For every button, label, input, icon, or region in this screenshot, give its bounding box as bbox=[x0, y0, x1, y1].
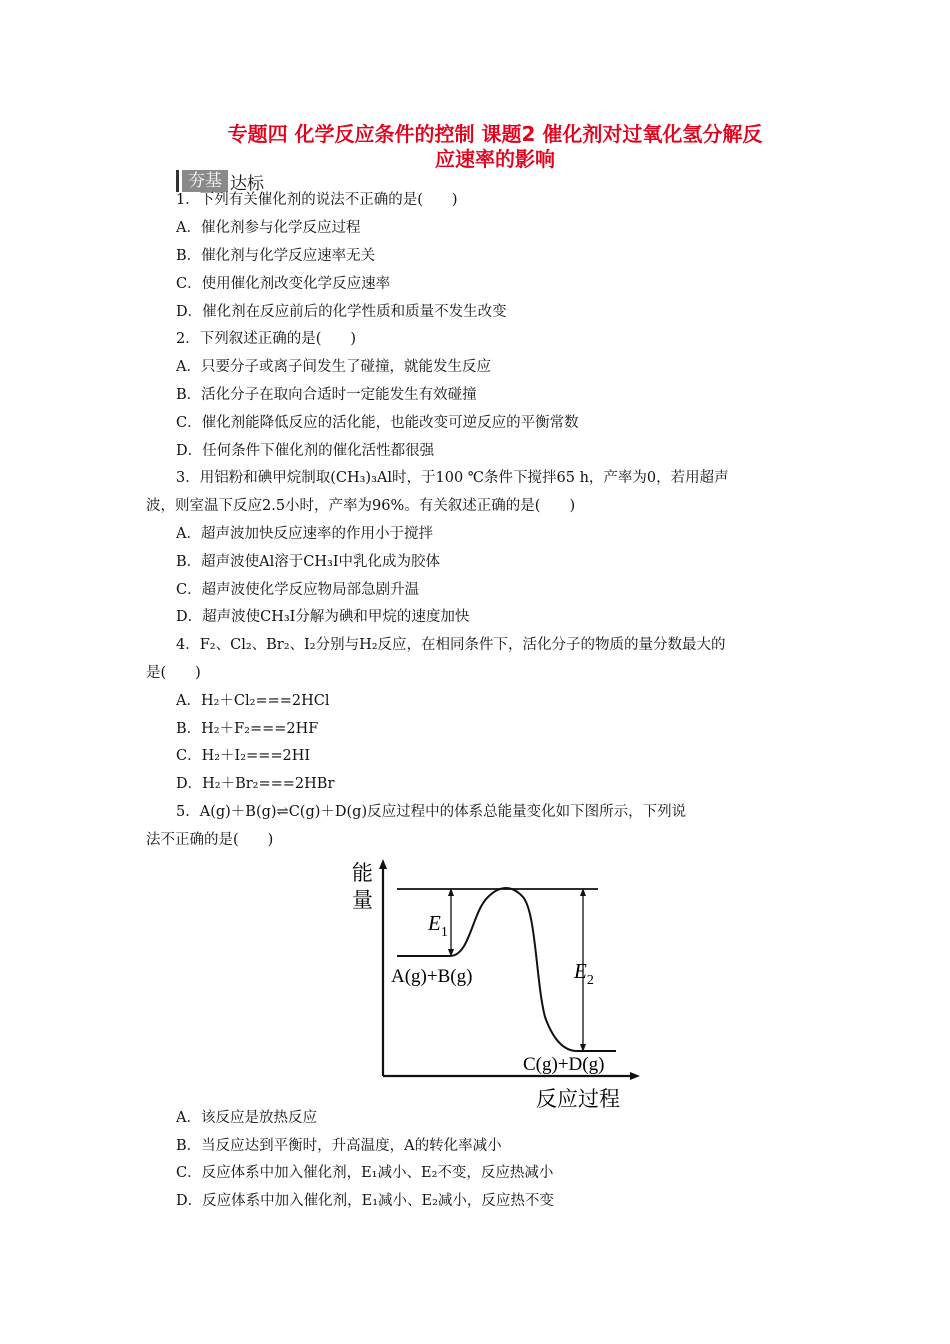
y-axis-label-2: 量 bbox=[352, 888, 373, 912]
question-1-stem: 1．下列有关催化剂的说法不正确的是( ) bbox=[176, 192, 458, 208]
question-2-option-c: C．催化剂能降低反应的活化能，也能改变可逆反应的平衡常数 bbox=[176, 415, 579, 431]
energy-diagram bbox=[340, 852, 640, 1116]
question-4-stem: 4．F₂、Cl₂、Br₂、I₂分别与H₂反应，在相同条件下，活化分子的物质的量分数最大的 bbox=[176, 637, 726, 653]
question-4-option-c: C．H₂＋I₂===2HI bbox=[176, 748, 311, 764]
question-3-stem: 3．用铝粉和碘甲烷制取(CH₃)₃Al时，于100 ℃条件下搅拌65 h，产率为0，若用超声 bbox=[176, 470, 729, 486]
reactants-label: A(g)+B(g) bbox=[391, 966, 473, 987]
question-5-option-d: D．反应体系中加入催化剂，E₁减小、E₂减小，反应热不变 bbox=[176, 1193, 554, 1209]
question-2-option-b: B．活化分子在取向合适时一定能发生有效碰撞 bbox=[176, 387, 477, 403]
title-line-2: 应速率的影响 bbox=[435, 147, 555, 171]
e2-label: $E_2$ bbox=[574, 959, 594, 988]
question-3-option-c: C．超声波使化学反应物局部急剧升温 bbox=[176, 582, 420, 598]
question-4-option-b: B．H₂＋F₂===2HF bbox=[176, 721, 319, 737]
e1-label: $E_1$ bbox=[428, 911, 448, 940]
section-bar bbox=[176, 170, 179, 192]
question-2-option-a: A．只要分子或离子间发生了碰撞，就能发生反应 bbox=[176, 359, 491, 375]
question-4-option-d: D．H₂＋Br₂===2HBr bbox=[176, 776, 335, 792]
section-header bbox=[176, 170, 264, 192]
question-5-stem: 5．A(g)＋B(g)⇌C(g)＋D(g)反应过程中的体系总能量变化如下图所示，下列说 bbox=[176, 804, 687, 820]
question-3-stem-cont: 波，则室温下反应2.5小时，产率为96%。有关叙述正确的是( ) bbox=[146, 498, 576, 514]
question-5-option-c: C．反应体系中加入催化剂，E₁减小、E₂不变，反应热减小 bbox=[176, 1165, 554, 1181]
question-1-option-d: D．催化剂在反应前后的化学性质和质量不发生改变 bbox=[176, 304, 507, 320]
question-1-option-c: C．使用催化剂改变化学反应速率 bbox=[176, 276, 391, 292]
question-3-option-d: D．超声波使CH₃I分解为碘和甲烷的速度加快 bbox=[176, 609, 470, 625]
question-3-option-a: A．超声波加快反应速率的作用小于搅拌 bbox=[176, 526, 433, 542]
question-4-option-a: A．H₂＋Cl₂===2HCl bbox=[176, 693, 330, 709]
question-1-option-b: B．催化剂与化学反应速率无关 bbox=[176, 248, 376, 264]
question-4-stem-cont: 是( ) bbox=[146, 665, 201, 681]
x-axis-label: 反应过程 bbox=[536, 1087, 620, 1111]
section-label: 达标 bbox=[230, 173, 264, 194]
question-5-option-b: B．当反应达到平衡时，升高温度，A的转化率减小 bbox=[176, 1138, 502, 1154]
y-axis-label-1: 能 bbox=[352, 861, 373, 885]
question-3-option-b: B．超声波使Al溶于CH₃I中乳化成为胶体 bbox=[176, 554, 441, 570]
question-5-option-a: A．该反应是放热反应 bbox=[176, 1110, 317, 1126]
question-5-stem-cont: 法不正确的是( ) bbox=[146, 832, 274, 848]
products-label: C(g)+D(g) bbox=[523, 1054, 605, 1075]
title-line-1: 专题四 化学反应条件的控制 课题2 催化剂对过氧化氢分解反 bbox=[227, 122, 763, 146]
question-2-option-d: D．任何条件下催化剂的催化活性都很强 bbox=[176, 443, 435, 459]
question-1-option-a: A．催化剂参与化学反应过程 bbox=[176, 220, 361, 236]
section-label-box: 夯基 bbox=[182, 170, 228, 192]
question-2-stem: 2．下列叙述正确的是( ) bbox=[176, 331, 357, 347]
page-title bbox=[175, 122, 815, 172]
